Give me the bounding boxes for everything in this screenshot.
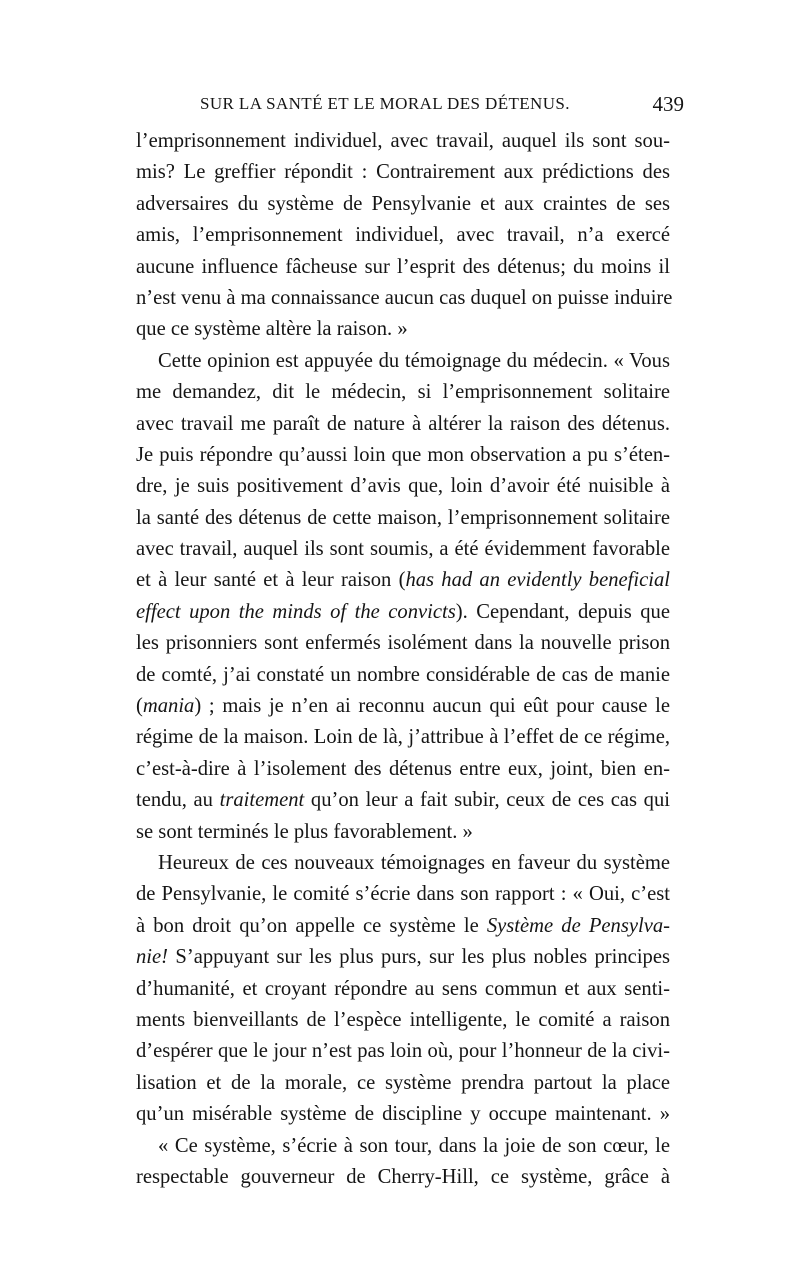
- text-line: qu’un misérable système de discipline y occupe maintenant. »: [136, 1103, 670, 1126]
- italic-phrase: Système de Pensylva-: [486, 914, 671, 937]
- text-line: de Pensylvanie, le comité s’écrie dans son rapport : « Oui, c’est: [136, 883, 670, 906]
- text-line: amis, l’emprisonnement individuel, avec travail, n’a exercé: [136, 224, 670, 247]
- text-line: Cette opinion est appuyée du témoignage du médecin. « Vous: [158, 349, 670, 372]
- text-line: nie! S’appuyant sur les plus purs, sur les plus nobles principes: [136, 946, 670, 969]
- text-line: aucune influence fâcheuse sur l’esprit des détenus; du moins il: [136, 255, 670, 278]
- text-line: avec travail me paraît de nature à altérer la raison des détenus.: [136, 412, 670, 435]
- text-line: de comté, j’ai constaté un nombre considérable de cas de manie: [136, 663, 670, 686]
- text-line: « Ce système, s’écrie à son tour, dans la joie de son cœur, le: [158, 1134, 670, 1157]
- text-line: mis? Le greffier répondit : Contrairement aux prédictions des: [136, 161, 670, 184]
- text-line: (mania) ; mais je n’en ai reconnu aucun qui eût pour cause le: [136, 695, 670, 718]
- text-line: ments bienveillants de l’espèce intelligente, le comité a raison: [136, 1008, 670, 1031]
- italic-phrase: nie!: [136, 946, 169, 969]
- text-line: que ce système altère la raison. »: [136, 318, 408, 341]
- text-line: effect upon the minds of the convicts). Cependant, depuis que: [136, 600, 670, 623]
- page-number: 439: [652, 92, 684, 116]
- text-line: se sont terminés le plus favorablement. »: [136, 820, 473, 843]
- text-line: avec travail, auquel ils sont soumis, a été évidemment favorable: [136, 538, 670, 561]
- italic-phrase: effect upon the minds of the convicts: [136, 600, 456, 623]
- text-line: l’emprisonnement individuel, avec travail, auquel ils sont sou-: [136, 130, 670, 152]
- text-line: d’espérer que le jour n’est pas loin où, pour l’honneur de la civi-: [136, 1040, 670, 1063]
- text-line: n’est venu à ma connaissance aucun cas duquel on puisse induire: [136, 286, 673, 309]
- text-line: régime de la maison. Loin de là, j’attribue à l’effet de ce régime,: [136, 726, 670, 749]
- running-head: SUR LA SANTÉ ET LE MORAL DES DÉTENUS.: [200, 94, 570, 113]
- text-line: Heureux de ces nouveaux témoignages en faveur du système: [158, 851, 670, 874]
- text-line: c’est-à-dire à l’isolement des détenus entre eux, joint, bien en-: [136, 757, 670, 780]
- body-text: [136, 126, 673, 1193]
- text-line: dre, je suis positivement d’avis que, loin d’avoir été nuisible à: [136, 475, 670, 498]
- italic-phrase: has had an evidently beneficial: [405, 569, 670, 592]
- text-line: les prisonniers sont enfermés isolément dans la nouvelle prison: [136, 632, 670, 655]
- text-line: à bon droit qu’on appelle ce système le Système de Pensylva-: [136, 914, 671, 937]
- text-line: tendu, au traitement qu’on leur a fait subir, ceux de ces cas qui: [136, 789, 670, 812]
- italic-phrase: mania: [142, 695, 195, 718]
- text-line: me demandez, dit le médecin, si l’emprisonnement solitaire: [136, 381, 670, 404]
- text-line: adversaires du système de Pensylvanie et aux craintes de ses: [136, 192, 670, 215]
- italic-phrase: traitement: [219, 789, 305, 812]
- text-line: et à leur santé et à leur raison (has had an evidently beneficial: [136, 569, 670, 592]
- page-header: [136, 94, 684, 122]
- text-line: respectable gouverneur de Cherry-Hill, ce système, grâce à: [136, 1165, 670, 1188]
- text-line: Je puis répondre qu’aussi loin que mon observation a pu s’éten-: [136, 443, 670, 466]
- text-line: la santé des détenus de cette maison, l’emprisonnement solitaire: [136, 506, 670, 529]
- text-line: d’humanité, et croyant répondre au sens commun et aux senti-: [136, 977, 670, 1000]
- text-line: lisation et de la morale, ce système prendra partout la place: [136, 1071, 670, 1094]
